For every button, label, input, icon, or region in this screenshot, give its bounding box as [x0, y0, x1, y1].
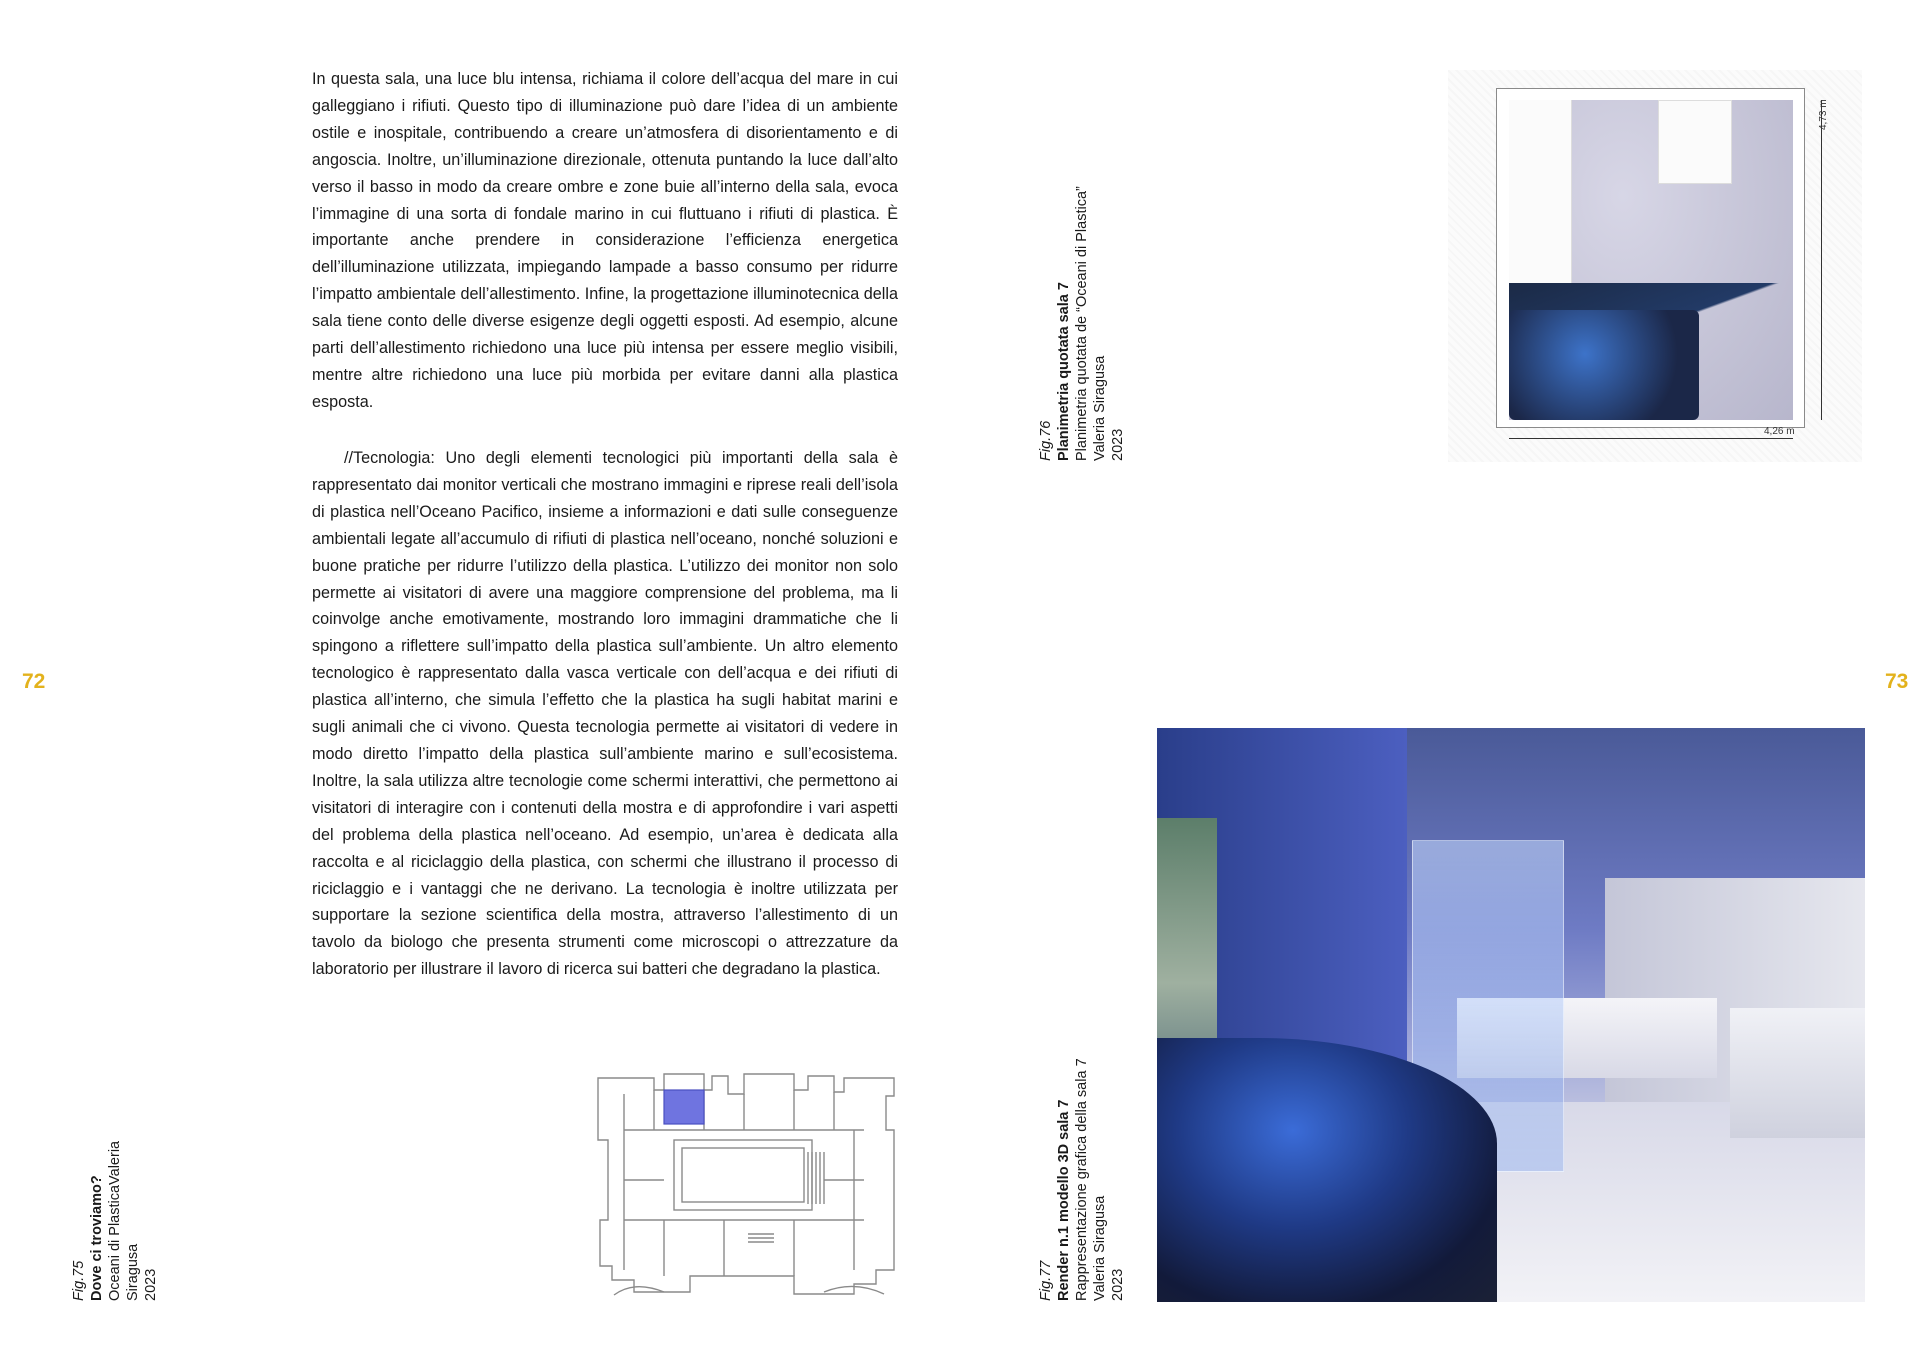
page-number-left: 72	[22, 670, 46, 693]
dimension-line-height	[1821, 100, 1822, 420]
body-paragraph-technology: //Tecnologia: Uno degli elementi tecnologici più importanti della sala è rappresentato dai monitor verticali che mostrano immagini e riprese reali dell’isola di plastica nell’Oceano Pacifico, insieme a informazioni e dati sulle conseguenze ambientali legate all’accumulo di rifiuti di plastica nell’oceano, nonché soluzioni e buone pratiche per ridurre l’utilizzo della plastica. L’utilizzo dei monitor non solo permette ai visitatori di avere una maggiore comprensione del problema, ma li coinvolge anche emotivamente, mostrando loro immagini drammatiche che li spingono a riflettere sull’impatto della plastica sull’ambiente. Un altro elemento tecnologico è rappresentato dalla vasca verticale con dell’acqua e dei rifiuti di plastica all’interno, che simula l’effetto che la plastica ha sugli habitat marini e sugli animali che ci vivono. Questa tecnologia permette ai visitatori di vedere in modo diretto l’impatto della plastica sull’ambiente marino e sull’ecosistema. Inoltre, la sala utilizza altre tecnologie come schermi interattivi, che permettono ai visitatori di interagire con i contenuti della mostra e di approfondire i vari aspetti del problema della plastica nell’oceano. Ad esempio, un’area è dedicata alla raccolta e al riciclaggio della plastica, con schermi che illustrano il processo di riciclaggio e i vantaggi che ne derivano. La tecnologia è inoltre utilizzata per supportare la sezione scientifica della mostra, attraverso l’allestimento di un tavolo da biologo che presenta strumenti come microscopi o attrezzature da laboratorio per illustrare il lavoro di ricerca sui batteri che degradano la plastica.	[312, 449, 898, 979]
caption-fig-number: Fig.76	[1038, 420, 1054, 461]
plan-shelves	[1509, 100, 1572, 283]
caption-line: Oceani di PlasticaValeria	[107, 1140, 123, 1301]
render-biologist-desk	[1730, 1008, 1865, 1138]
caption-line: Rappresentazione grafica della sala 7	[1074, 1058, 1090, 1301]
caption-line: 2023	[1110, 428, 1126, 461]
dimension-line-width	[1509, 438, 1793, 439]
caption-line: 2023	[1110, 1268, 1126, 1301]
floor-plan-image	[1448, 70, 1862, 462]
caption-fig-number: Fig.75	[71, 1260, 87, 1301]
caption-fig77	[1037, 1058, 1127, 1301]
plan-table	[1658, 100, 1732, 184]
dimension-width-label: 4,26 m	[1764, 426, 1795, 437]
dimension-height-label: 4,73 m	[1818, 99, 1829, 130]
caption-line: Valeria Siragusa	[1092, 1195, 1108, 1301]
caption-line: 2023	[143, 1268, 159, 1301]
render-plastic-heap	[1157, 1038, 1497, 1302]
plan-waste-heap	[1509, 310, 1699, 420]
caption-line: Planimetria quotata de “Oceani di Plastica”	[1074, 186, 1090, 461]
caption-fig76	[1037, 186, 1127, 461]
render-3d-image	[1157, 728, 1865, 1302]
caption-title: Dove ci troviamo?	[89, 1175, 105, 1301]
caption-fig-number: Fig.77	[1038, 1260, 1054, 1301]
caption-line: Valeria Siragusa	[1092, 355, 1108, 461]
caption-title: Planimetria quotata sala 7	[1056, 282, 1072, 461]
map-highlight-room	[664, 1090, 704, 1124]
caption-fig75	[70, 1141, 160, 1301]
caption-line: Siragusa	[125, 1243, 141, 1301]
body-paragraph-lighting: In questa sala, una luce blu intensa, richiama il colore dell’acqua del mare in cui galleggiano i rifiuti. Questo tipo di illuminazione può dare l’idea di un ambiente ostile e inospitale, contribuendo a creare un’atmosfera di disorientamento e di angoscia. Inoltre, un’illuminazione direzionale, ottenuta puntando la luce dall’alto verso il basso in modo da creare ombre e zone buie all’interno della sala, evoca l’immagine di una sorta di fondale marino in cui fluttuano i rifiuti di plastica. È importante anche prendere in considerazione l’efficienza energetica dell’illuminazione utilizzata, impiegando lampade a basso consumo per ridurre l’impatto ambientale dell’allestimento. Infine, la progettazione illuminotecnica della sala tiene conto delle diverse esigenze degli oggetti esposti. Ad esempio, alcune parti dell’allestimento richiedono una luce più intensa per essere meglio visibili, mentre altre richiedono una luce più morbida per evitare danni alla plastica esposta.	[312, 70, 898, 411]
page-number-right: 73	[1885, 670, 1909, 693]
location-floor-map	[594, 1070, 900, 1302]
caption-title: Render n.1 modello 3D sala 7	[1056, 1099, 1072, 1301]
